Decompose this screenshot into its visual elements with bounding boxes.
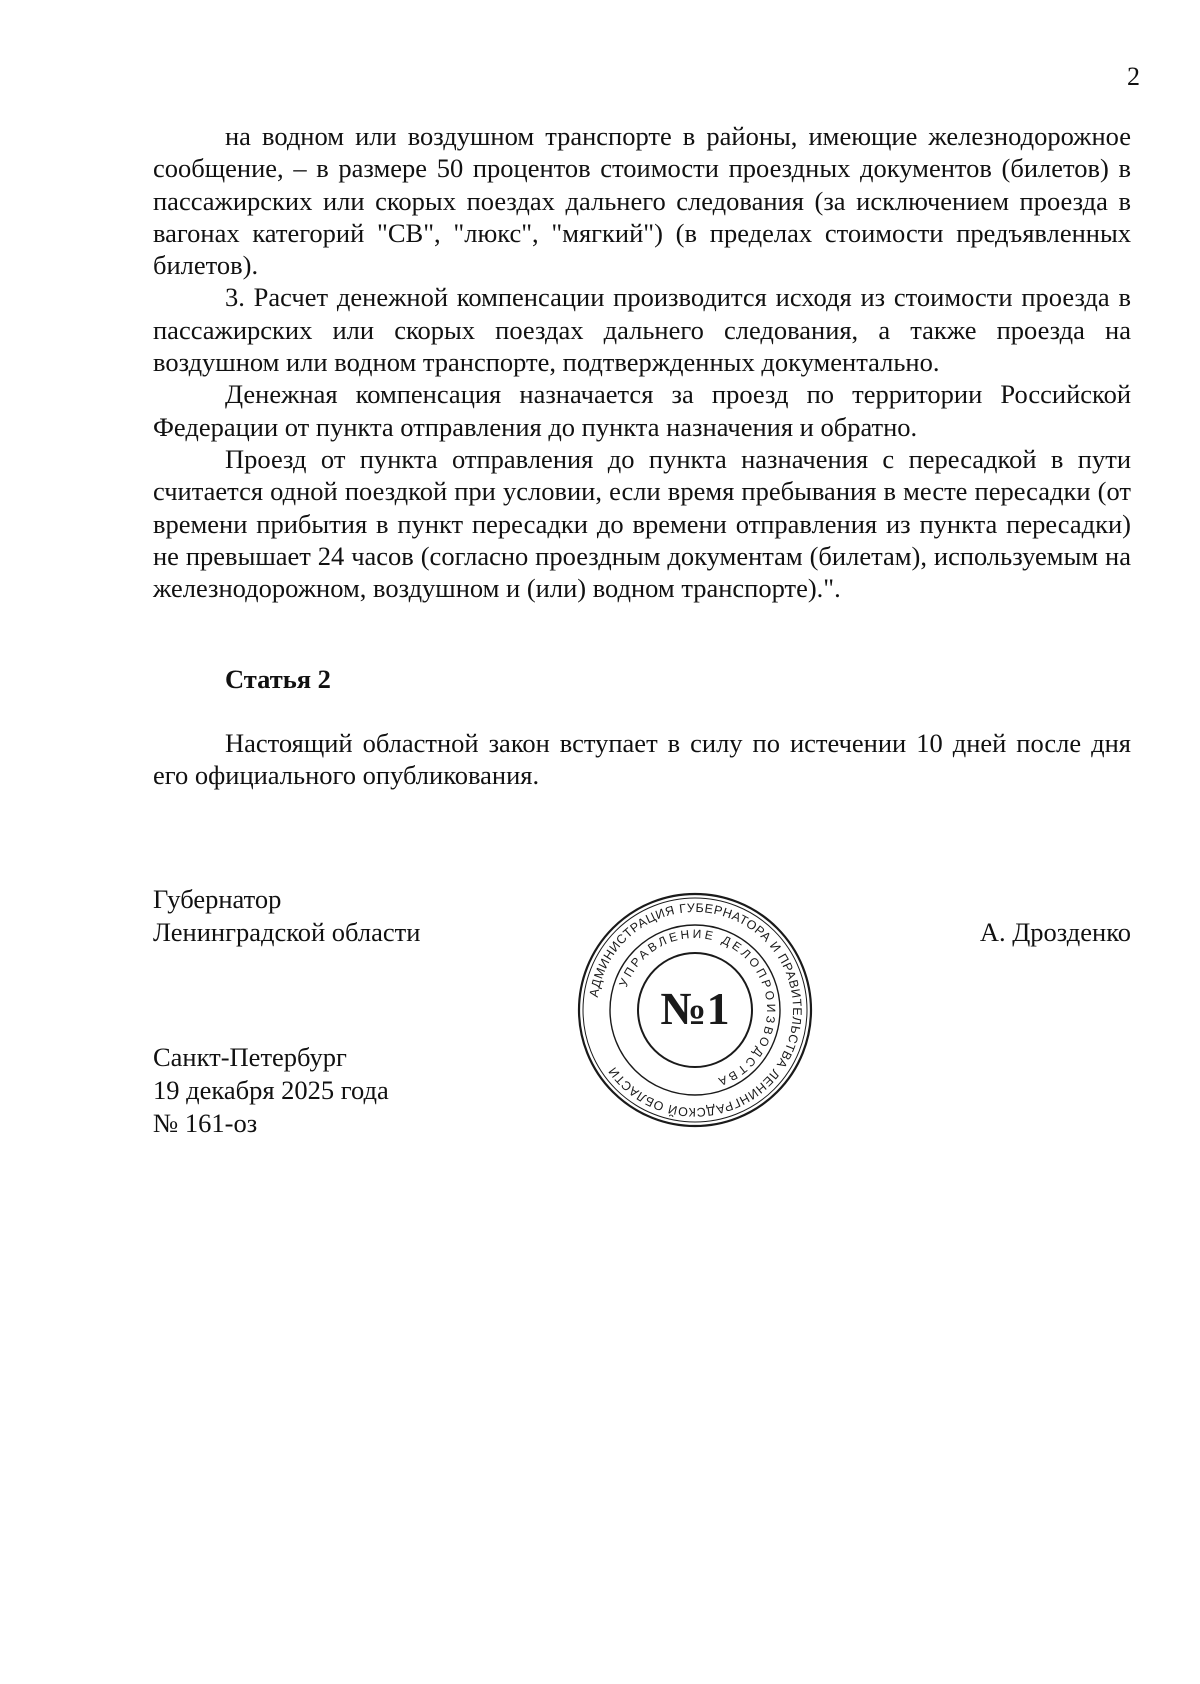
paragraph-item-3: 3. Расчет денежной компенсации производится исходя из стоимости проезда в пассажирских или скорых поездах дальнего следования, а также проезда на воздушном или водном транспорте, подтвержденных документально. bbox=[153, 282, 1131, 378]
seal-stamp bbox=[575, 890, 815, 1130]
paragraph-continuation: на водном или воздушном транспорте в районы, имеющие железнодорожное сообщение, – в размере 50 процентов стоимости проездных документов (билетов) в пассажирских или скорых поездах дальнего следования (за исключением проезда в вагонах категорий "СВ", "люкс", "мягкий") (в пределах стоимости предъявленных билетов). bbox=[153, 121, 1131, 281]
city: Санкт-Петербург bbox=[153, 1042, 347, 1072]
article-body bbox=[153, 727, 1131, 792]
seal-center-number: №1 bbox=[660, 983, 730, 1034]
law-number: № 161-оз bbox=[153, 1108, 258, 1138]
place-and-date bbox=[153, 1041, 389, 1140]
article-title: Статья 2 bbox=[225, 664, 331, 694]
document-body bbox=[153, 120, 1131, 604]
paragraph-compensation: Денежная компенсация назначается за проезд по территории Российской Федерации от пункта отправления до пункта назначения и обратно. bbox=[153, 379, 1131, 442]
paragraph-transfer: Проезд от пункта отправления до пункта назначения с пересадкой в пути считается одной поездкой при условии, если время пребывания в месте пересадки (от времени прибытия в пункт пересадки до времени отправления из пункта пересадки) не превышает 24 часов (согласно проездным документам (билетам), используемым на железнодорожном, воздушном и (или) водном транспорте).". bbox=[153, 443, 1131, 604]
seal-inner-text: УПРАВЛЕНИЕ ДЕЛОПРОИЗВОДСТВА bbox=[616, 926, 779, 1090]
position-region: Ленинградской области bbox=[153, 917, 421, 947]
paragraph-effective-date: Настоящий областной закон вступает в силу по истечении 10 дней после дня его официального опубликования. bbox=[153, 728, 1131, 791]
seal-outer-text: АДМИНИСТРАЦИЯ ГУБЕРНАТОРА И ПРАВИТЕЛЬСТВА ЛЕНИНГРАДСКОЙ ОБЛАСТИ bbox=[586, 900, 805, 1120]
signatory-name: А. Дрозденко bbox=[979, 917, 1131, 947]
position-title: Губернатор bbox=[153, 884, 282, 914]
page-number: 2 bbox=[1127, 62, 1140, 91]
date: 19 декабря 2025 года bbox=[153, 1075, 389, 1105]
signatory-position bbox=[153, 883, 420, 949]
